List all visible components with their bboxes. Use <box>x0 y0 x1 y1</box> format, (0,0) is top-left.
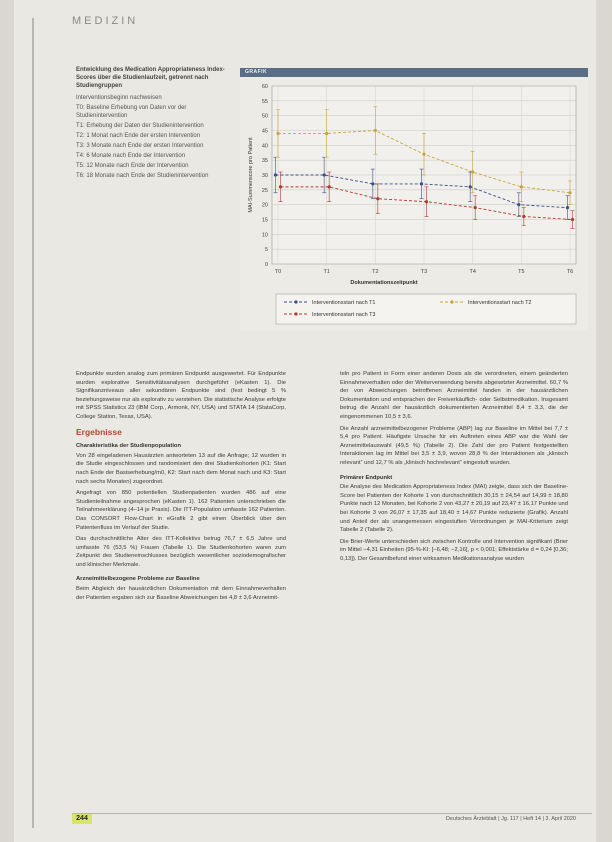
y-axis-title: MAI-Summenscore pro Patient <box>248 137 254 213</box>
data-point <box>374 129 377 132</box>
data-point <box>371 182 374 185</box>
x-tick-label: T5 <box>518 269 525 275</box>
figure-bar-label: GRAFIK <box>245 69 268 75</box>
caption-item: T4: 6 Monate nach Ende der Intervention <box>76 153 186 159</box>
mai-line-chart <box>240 68 588 330</box>
data-point <box>323 173 326 176</box>
data-point <box>471 170 474 173</box>
body-paragraph: Die Brier-Werte unterschieden sich zwischen Kontrolle und Intervention signifikant (Brier im Mittel −4,31 Einheiten (95-%-KI: [−6,48; −2,16], p < 0,001; Effektstärke d = 0,24 [0,36; 0,13]). Der Gesamtbefund einer wirksamen Medikationsanalyse wurden <box>340 538 568 562</box>
data-point <box>425 200 428 203</box>
y-tick-label: 15 <box>261 217 268 224</box>
y-tick-label: 5 <box>264 247 268 254</box>
caption-item: T1: Erhebung der Daten der Studienintervention <box>76 123 204 129</box>
figure-box <box>240 68 588 330</box>
y-tick-label: 45 <box>261 128 268 135</box>
caption-title: Entwicklung des Medication Appropriateness Index-Scores über die Studienlaufzeit, getrennt nach Studiengruppen <box>76 67 225 89</box>
subheading-baseline: Arzneimittelbezogene Probleme zur Baseline <box>76 576 200 583</box>
legend-label: Interventionsstart nach T2 <box>468 300 532 306</box>
x-axis-title: Dokumentationszeitpunkt <box>350 280 418 286</box>
data-point <box>422 153 425 156</box>
body-paragraph: Endpunkte wurden analog zum primären Endpunkt ausgewertet. Für Endpunkte wurden explorative Sensitivitätsanalysen durchgeführt (eKasten 1). Die Signifikanzniveaus aller sekundären Endpunkte sind (fest bedingt 5 % beziehungsweise nur als explorativ zu verstehen. Die statistische Analyse erfolgte mit SPSS Statistics 23 (IBM Corp., Armonk, NY, USA) und STATA 14 (StataCorp, College Station, Texas, USA). <box>76 371 286 420</box>
legend-label: Interventionsstart nach T3 <box>312 312 376 318</box>
journal-page <box>14 0 596 842</box>
body-paragraph: Die Anzahl arzneimittelbezogener Probleme (ABP) lag zur Baseline im Mittel bei 7,7 ± 5,4 pro Patient. Häufigste Ursache für ein Auftreten eines ABP war die Wahl der Arzneimittelauswahl (49,5 %) (Tabelle 2). Die Zahl der pro Patient festgestellten Interaktionen lag im Mittel bei 3,5 ± 3,9, wovon 28,8 % der Interaktionen als „klinisch relevant“ und 12,7 % als „klinisch hochrelevant“ eingestuft wurden. <box>340 425 568 466</box>
body-paragraph: Angefragt von 850 potentiellen Studienpatienten wurden 486 auf eine Studienteilnahme angesprochen (eKasten 1). 162 Patienten unterschrieben die Teilnahmeerklärung (4–14 je Praxis). Die ITT-Population umfasste 162 Patienten. Das CONSORT Flow-Chart in eGrafik 2 gibt einen Überblick über den Patientenfluss im Verlauf der Studie. <box>76 490 286 531</box>
section-rubric: MEDIZIN <box>72 15 139 27</box>
page-edge-bar <box>32 18 34 828</box>
legend-marker <box>294 300 297 303</box>
data-point <box>474 206 477 209</box>
y-tick-label: 60 <box>261 84 268 90</box>
data-point <box>520 185 523 188</box>
data-point <box>469 185 472 188</box>
data-point <box>566 206 569 209</box>
data-point <box>325 132 328 135</box>
legend-label: Interventionsstart nach T1 <box>312 300 376 306</box>
left-column <box>76 370 286 605</box>
results-heading: Ergebnisse <box>76 426 122 437</box>
x-tick-label: T0 <box>274 269 282 275</box>
caption-item: T2: 1 Monat nach Ende der ersten Intervention <box>76 133 201 139</box>
y-tick-label: 20 <box>261 202 268 209</box>
y-tick-label: 25 <box>261 187 268 194</box>
data-point <box>274 173 277 176</box>
caption-item: T3: 3 Monate nach Ende der ersten Intervention <box>76 143 204 149</box>
y-tick-label: 40 <box>261 143 268 150</box>
data-point <box>279 185 282 188</box>
x-tick-label: T3 <box>420 269 428 275</box>
journal-citation: Deutsches Ärzteblatt | Jg. 117 | Heft 14 | 3. April 2020 <box>445 816 576 822</box>
legend-marker <box>294 312 297 315</box>
subheading-primary-endpoint: Primärer Endpunkt <box>340 474 393 481</box>
data-point <box>522 215 525 218</box>
legend-marker <box>450 300 453 303</box>
y-tick-label: 10 <box>261 232 268 239</box>
body-paragraph: Von 28 eingeladenen Hausärzten antworteten 13 auf die Anfrage; 12 wurden in die Studie eingeschlossen und randomisiert den drei Studienkohorten (K1: Start nach Ende der Basiserhebung/m0, K2: Start nach dem Monat nach und K3: Start nach sechs Monaten) zugeordnet. <box>76 452 286 485</box>
caption-item: T6: 18 Monate nach Ende der Studienintervention <box>76 173 209 179</box>
data-point <box>420 182 423 185</box>
figure-caption <box>76 66 226 182</box>
y-tick-label: 55 <box>261 98 268 105</box>
y-tick-label: 50 <box>261 113 268 120</box>
data-point <box>568 191 571 194</box>
caption-item: T5: 12 Monate nach Ende der Intervention <box>76 163 189 169</box>
y-tick-label: 30 <box>261 173 268 179</box>
body-paragraph: Das durchschnittliche Alter des ITT-Kollektivs betrug 76,7 ± 6,5 Jahre und umfasste 76 (53,5 %) Frauen (Tabelle 1). Die Studienkohorten waren zum Zeitpunkt des Studieneinschlusses bezüglich wesentlicher soziodemografischer und klinischer Merkmale. <box>76 536 286 568</box>
y-tick-label: 0 <box>264 262 268 268</box>
body-paragraph: teln pro Patient in Form einer anderen Dosis als die verordneten, einem geänderten Einnahmeverhalten oder der Weiterverwendung bereits abgesetzter Arzneimittel. 60,7 % der von Abweichungen betroffenen Arzneimittel fanden in der hausärztlichen Dokumentation und entsprachen der Freiverkäuflich- oder Selbstmedikation. Insgesamt betrug die Anzahl der hausärztlich dokumentierten Arzneimittel 8,4 ± 3,3, die der eingenommenen 10,5 ± 3,6. <box>340 371 568 420</box>
x-tick-label: T4 <box>469 269 476 275</box>
x-tick-label: T2 <box>372 269 379 275</box>
footer-rule <box>72 813 592 814</box>
body-paragraph: Die Analyse des Medication Appropriateness Index (MAI) zeigte, dass sich der Baseline-Score bei Patienten der Kohorte 1 von durchschnittlich 30,15 ± 24,54 auf 14,99 ± 18,80 Punkte nach 12 Monaten, bei Kohorte 2 von 43,27 ± 20,19 auf 23,47 ± 16,17 Punkte und bei Kohorte 3 von 26,07 ± 17,35 auf 18,40 ± 14,67 Punkte reduzierte (Grafik). Anzahl und Anteil der als unangemessen eingestuften Verordnungen je MAI-Kriterium zeigt Tabelle 2 (Tabelle 2). <box>340 484 568 534</box>
page-number: 244 <box>72 814 92 824</box>
caption-item: Interventionsbeginn nachweisen <box>76 95 162 101</box>
data-point <box>376 197 379 200</box>
x-tick-label: T1 <box>323 269 330 275</box>
legend-box <box>276 294 576 324</box>
y-tick-label: 35 <box>261 158 268 165</box>
caption-item: T0: Baseline Erhebung von Daten vor der Studienintervention <box>76 105 187 119</box>
data-point <box>328 185 331 188</box>
data-point <box>517 203 520 206</box>
caption-items <box>76 94 226 180</box>
subheading-population: Charakteristika der Studienpopulation <box>76 443 182 450</box>
data-point <box>276 132 279 135</box>
data-point <box>571 218 574 221</box>
x-tick-label: T6 <box>566 269 574 275</box>
right-column <box>340 370 568 566</box>
body-paragraph: Beim Abgleich der hausärztlichen Dokumentation mit dem Einnahmeverhalten der Patienten ergaben sich zur Baseline Abweichungen bei 4,8 ± 3,6 Arzneimit- <box>76 586 286 601</box>
